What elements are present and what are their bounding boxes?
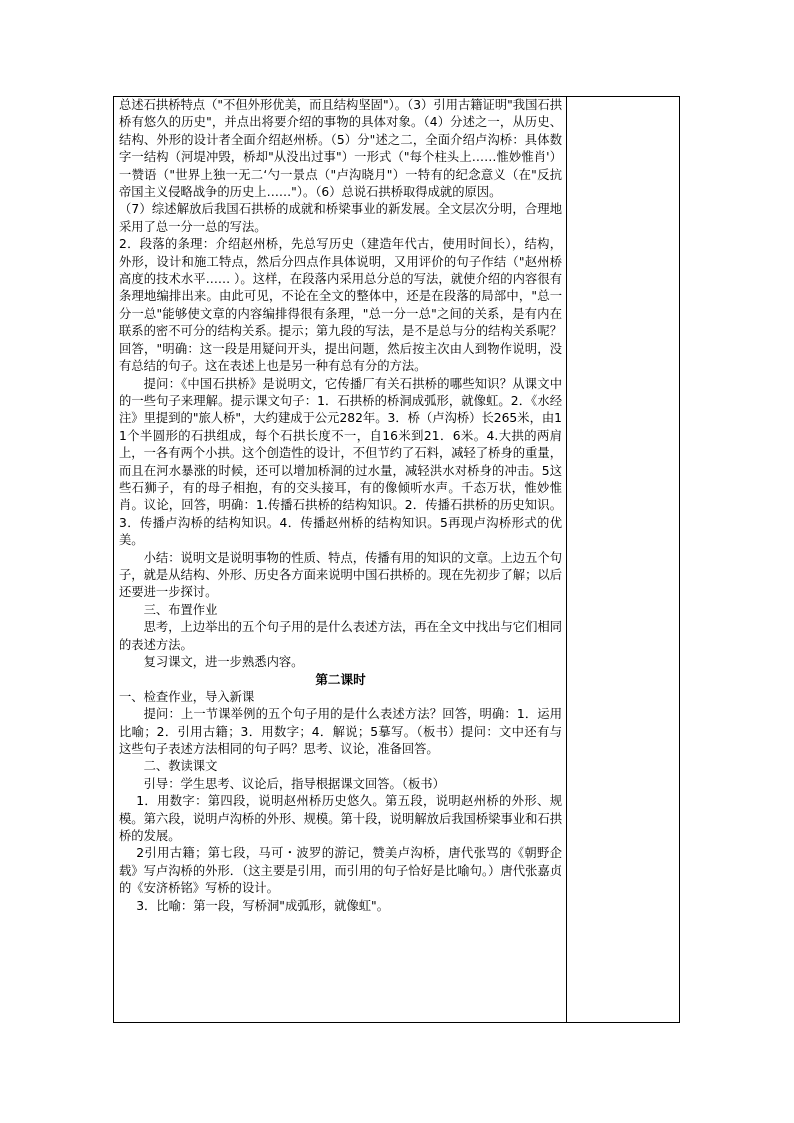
paragraph-metaphor: 3．比喻：第一段，写桥洞"成弧形，就像虹"。 xyxy=(136,898,389,913)
paragraph-homework-review: 复习课文，进一步熟悉内容。 xyxy=(143,655,304,669)
lesson-title: 第二课时 xyxy=(315,672,366,688)
paragraph-guide: 引导：学生思考、议论后，指导根据课文回答。（板书） xyxy=(143,776,445,791)
paragraph-section-order: 2．段落的条理：介绍赵州桥，先总写历史（建造年代古，使用时间长），结构，外形，设计和施工特点，然后分四点作具体说明，又用评价的句子作结（"赵州桥高度的技术水平…… ）。这样，在段落内采用总分总的写法，就使介绍的内容很有条理地编排出来。由此可见，不论在全文的整体中，还是在段落的局部中，"总一分一总"能够使文章的内容编排得很有条理，"总一分一总"之间的关系，是有内在联系的密不可分的结构关系。提示；第九段的写法，是不是总与分的结构关系呢？回答，"明确：这一段是用疑问开头，提出问题，然后按主次由人到物作说明，没有总结的句子。这在表述上也是另一种有总有分的方法。 xyxy=(119,237,562,374)
heading-homework: 三、布置作业 xyxy=(143,602,218,617)
paragraph-summary: 小结：说明文是说明事物的性质、特点，传播有用的知识的文章。上边五个句子，就是从结构、外形、历史各方面来说明中国石拱桥的。现在先初步了解；以后还要进一步探讨。 xyxy=(119,550,562,600)
paragraph-use-numbers: 1．用数字：第四段，说明赵州桥历史悠久。第五段，说明赵州桥的外形、规模。第六段，说明卢沟桥的外形、规模。第十段，说明解放后我国桥梁事业和石拱桥的发展。 xyxy=(119,794,562,844)
paragraph-review-question: 提问：上一节课举例的五个句子用的是什么表述方法？回答，明确：1．运用比喻；2．引用古籍；3．用数字；4．解说；5摹写。（板书）提问：文中还有与这些句子表述方法相同的句子吗？思考、议论，准备回答。 xyxy=(119,707,562,757)
paragraph-question-knowledge: 提问：《中国石拱桥》是说明文，它传播厂有关石拱桥的哪些知识？从课文中的一些句子来理解。提示课文句子：1．石拱桥的桥洞成弧形，就像虹。2．《水经注》里提到的"旅人桥"，大约建成于公元282年。3．桥（卢沟桥）长265米，由11个半圆形的石拱组成，每个石拱长度不一，自16米到21．6米。4.大拱的两肩上，一各有两个小拱。这个创造性的设计，不但节约了石料，减轻了桥身的重量，而且在河水暴涨的时候，还可以增加桥洞的过水量，减轻洪水对桥身的冲击。5这些石狮子，有的母子相抱，有的交头接耳，有的像倾听水声。千态万状，惟妙惟肖。议论，回答，明确：1.传播石拱桥的结构知识。2．传播石拱桥的历史知识。3．传播卢沟桥的结构知识。4．传播赵州桥的结构知识。5再现卢沟桥形式的优美。 xyxy=(119,376,562,548)
content-cell xyxy=(114,97,567,1022)
paragraph-structure-summary: 总述石拱桥特点（"不但外形优美，而且结构坚固"）。（3）引用古籍证明"我国石拱桥有悠久的历史"，并点出将要介绍的事物的具体对象。（4）分述之一，从历史、结构、外形的设计者全面介绍赵州桥。（5）分"述之二，全面介绍卢沟桥：具体数字一结构（河堤冲毁，桥却"从没出过事"）一形式（"每个柱头上……惟妙惟肖'）一赞语（"世界上独一无二‘勺一景点（"卢沟晓月"）一特有的纪念意义（在"反抗帝国主义侵略战争的历史上……"）。（6）总说石拱桥取得成就的原因。 xyxy=(119,98,562,200)
heading-teach-text: 二、教读课文 xyxy=(143,759,218,774)
paragraph-homework-think: 思考，上边举出的五个句子用的是什么表述方法，再在全文中找出与它们相同的表述方法。 xyxy=(119,620,562,652)
paragraph-cite-classics: 2引用古籍；第七段，马可・波罗的游记，赞美卢沟桥，唐代张骂的《朝野企载》写卢沟桥的外形．（这主要是引用，而引用的句子恰好是比喻句。）唐代张嘉贞的《安济桥铭》写桥的设计。 xyxy=(119,846,562,896)
heading-check-homework: 一、检查作业，导入新课 xyxy=(119,689,255,704)
notes-cell xyxy=(567,97,679,1022)
document-table xyxy=(113,96,680,1023)
paragraph-structure-conclusion: （7）综述解放后我国石拱桥的成就和桥梁事业的新发展。全文层次分明，合理地采用了总一分一总的写法。 xyxy=(119,202,562,234)
